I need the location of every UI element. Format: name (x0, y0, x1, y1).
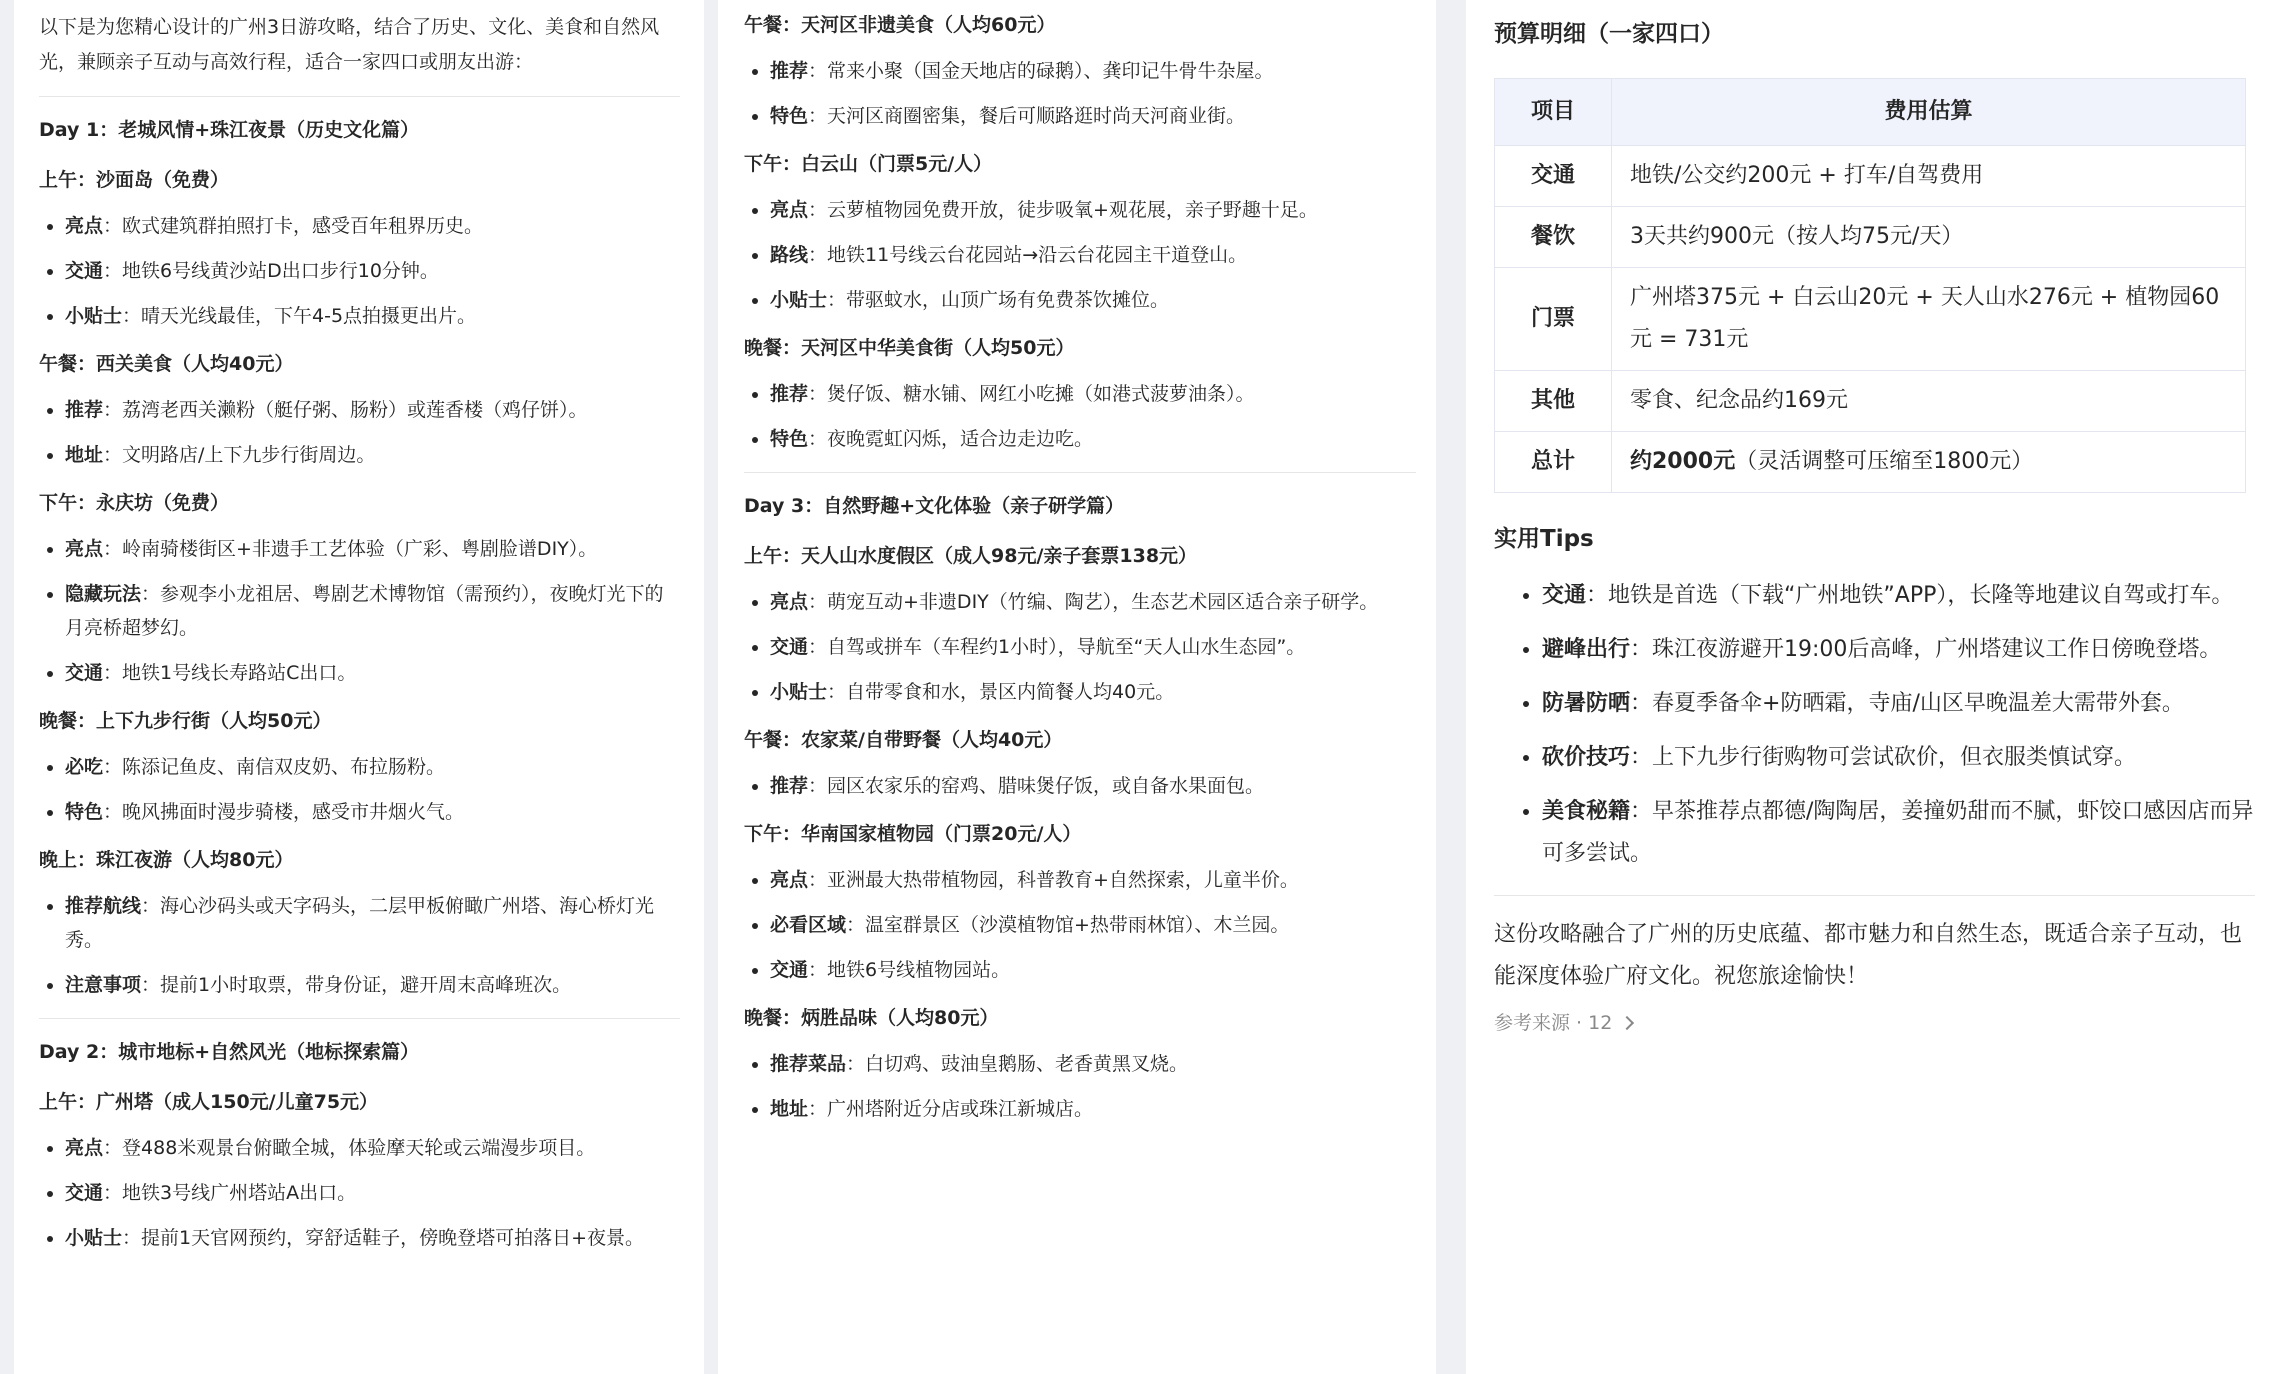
list-item-text: ：登488米观景台俯瞰全城，体验摩天轮或云端漫步项目。 (103, 1137, 596, 1159)
list-item-key: 交通 (65, 1182, 104, 1204)
closing-paragraph: 这份攻略融合了广州的历史底蕴、都市魅力和自然生态，既适合亲子互动，也能深度体验广府文化。祝您旅途愉快！ (1494, 922, 2243, 989)
budget-cost-cell (1612, 207, 2246, 268)
list-item (65, 1131, 680, 1165)
intro-paragraph: 以下是为您精心设计的广州3日游攻略，结合了历史、文化、美食和自然风光，兼顾亲子互动与高效行程，适合一家四口或朋友出游： (39, 16, 660, 73)
table-row (1495, 371, 2246, 432)
list-item-key: 地址 (770, 1098, 809, 1120)
list-item (770, 1047, 1416, 1081)
budget-item-cell: 门票 (1495, 268, 1612, 371)
table-row (1495, 268, 2246, 371)
list-item-key: 特色 (770, 105, 809, 127)
bullet-list (744, 769, 1416, 803)
list-item-key: 小贴士 (770, 681, 828, 703)
section-heading: 下午：华南国家植物园（门票20元/人） (744, 823, 1082, 845)
list-item-text: ：地铁1号线长寿路站C出口。 (103, 662, 357, 684)
list-item (770, 99, 1416, 133)
list-item-key: 防暑防晒 (1542, 691, 1631, 716)
budget-heading: 预算明细（一家四口） (1494, 21, 1724, 47)
list-item (65, 656, 680, 690)
list-item-key: 必看区域 (770, 914, 847, 936)
list-item (770, 193, 1416, 227)
answer-column-1 (14, 0, 704, 1374)
list-item-key: 推荐航线 (65, 895, 142, 917)
day-3-heading: Day 3：自然野趣+文化体验（亲子研学篇） (744, 495, 1125, 517)
section-heading: 下午：永庆坊（免费） (39, 492, 230, 514)
bullet-list (39, 532, 680, 690)
list-item-key: 推荐菜品 (770, 1053, 847, 1075)
budget-cost-cell (1612, 432, 2246, 493)
list-item-text: ：园区农家乐的窑鸡、腊味煲仔饭，或自备水果面包。 (808, 775, 1265, 797)
list-item-text: ：欧式建筑群拍照打卡，感受百年租界历史。 (103, 215, 484, 237)
list-item-key: 小贴士 (770, 289, 828, 311)
list-item-text: ：地铁6号线黄沙站D出口步行10分钟。 (103, 260, 439, 282)
divider (1494, 895, 2255, 896)
list-item-key: 亮点 (770, 869, 809, 891)
divider (744, 472, 1416, 473)
list-item-text: ：早茶推荐点都德/陶陶居，姜撞奶甜而不腻，虾饺口感因店而异可多尝试。 (1542, 799, 2254, 866)
list-item (770, 630, 1416, 664)
list-item-text: ：自驾或拼车（车程约1小时），导航至“天人山水生态园”。 (808, 636, 1306, 658)
budget-item-cell: 总计 (1495, 432, 1612, 493)
bullet-list (39, 889, 680, 1002)
bullet-list (744, 193, 1416, 317)
list-item-text: ：常来小聚（国金天地店的碌鹅）、龚印记牛骨牛杂屋。 (808, 60, 1274, 82)
budget-item-cell: 餐饮 (1495, 207, 1612, 268)
list-item-key: 推荐 (770, 383, 809, 405)
bullet-list (744, 585, 1416, 709)
list-item-key: 交通 (65, 260, 104, 282)
answer-column-3 (1466, 0, 2271, 1374)
references-label: 参考来源 · 12 (1494, 1012, 1613, 1034)
budget-cost-cell (1612, 371, 2246, 432)
list-item (770, 769, 1416, 803)
budget-table (1494, 78, 2246, 493)
divider (39, 96, 680, 97)
list-item-key: 砍价技巧 (1542, 745, 1631, 770)
section-heading: 下午：白云山（门票5元/人） (744, 153, 993, 175)
list-item-text: ：提前1小时取票，带身份证，避开周末高峰班次。 (141, 974, 572, 996)
list-item-key: 亮点 (770, 591, 809, 613)
list-item-text: ：煲仔饭、糖水铺、网红小吃摊（如港式菠萝油条）。 (808, 383, 1255, 405)
bullet-list (39, 393, 680, 472)
list-item-key: 注意事项 (65, 974, 142, 996)
list-item (65, 299, 680, 333)
divider (39, 1018, 680, 1019)
answer-column-2 (718, 0, 1436, 1374)
list-item-key: 亮点 (65, 538, 104, 560)
list-item-key: 特色 (770, 428, 809, 450)
section-heading: 午餐：农家菜/自带野餐（人均40元） (744, 729, 1063, 751)
bullet-list (744, 54, 1416, 133)
list-item-key: 必吃 (65, 756, 104, 778)
list-item-text: ：提前1天官网预约，穿舒适鞋子，傍晚登塔可拍落日+夜景。 (122, 1227, 645, 1249)
section-heading: 上午：天人山水度假区（成人98元/亲子套票138元） (744, 545, 1198, 567)
budget-cost-text: （灵活调整可压缩至1800元） (1735, 449, 2034, 474)
list-item-text: ：亚洲最大热带植物园，科普教育+自然探索，儿童半价。 (808, 869, 1299, 891)
list-item-text: ：萌宠互动+非遗DIY（竹编、陶艺），生态艺术园区适合亲子研学。 (808, 591, 1379, 613)
list-item (770, 675, 1416, 709)
budget-cost-strong: 约2000元 (1630, 449, 1736, 474)
list-item-text: ：广州塔附近分店或珠江新城店。 (808, 1098, 1094, 1120)
budget-item-cell: 交通 (1495, 146, 1612, 207)
list-item-text: ：白切鸡、豉油皇鹅肠、老香黄黑叉烧。 (846, 1053, 1189, 1075)
budget-cost-text: 地铁/公交约200元 + 打车/自驾费用 (1630, 163, 1984, 188)
list-item-key: 隐藏玩法 (65, 583, 142, 605)
list-item (1542, 737, 2255, 779)
list-item (770, 953, 1416, 987)
section-heading: 晚餐：上下九步行街（人均50元） (39, 710, 332, 732)
tips-list (1494, 575, 2255, 875)
list-item (770, 283, 1416, 317)
list-item-key: 交通 (770, 959, 809, 981)
list-item-text: ：上下九步行街购物可尝试砍价，但衣服类慎试穿。 (1630, 745, 2137, 770)
list-item (770, 1092, 1416, 1126)
list-item-key: 亮点 (770, 199, 809, 221)
list-item-key: 地址 (65, 444, 104, 466)
list-item-text: ：地铁11号线云台花园站→沿云台花园主干道登山。 (808, 244, 1248, 266)
list-item-key: 交通 (1542, 583, 1587, 608)
list-item (1542, 791, 2255, 875)
list-item (65, 438, 680, 472)
bullet-list (744, 377, 1416, 456)
column-header-item: 项目 (1495, 79, 1612, 146)
list-item-text: ：云萝植物园免费开放，徒步吸氧+观花展，亲子野趣十足。 (808, 199, 1318, 221)
list-item-key: 推荐 (770, 775, 809, 797)
table-row (1495, 207, 2246, 268)
list-item (1542, 683, 2255, 725)
list-item (65, 968, 680, 1002)
section-heading: 晚餐：炳胜品味（人均80元） (744, 1007, 999, 1029)
day-2-heading: Day 2：城市地标+自然风光（地标探索篇） (39, 1041, 420, 1063)
table-row (1495, 432, 2246, 493)
budget-item-cell: 其他 (1495, 371, 1612, 432)
list-item (65, 254, 680, 288)
section-heading: 午餐：西关美食（人均40元） (39, 353, 294, 375)
budget-cost-text: 广州塔375元 + 白云山20元 + 天人山水276元 + 植物园60元 = 731元 (1630, 285, 2220, 352)
list-item-text: ：珠江夜游避开19:00后高峰，广州塔建议工作日傍晚登塔。 (1630, 637, 2222, 662)
list-item (770, 422, 1416, 456)
list-item-text: ：带驱蚊水，山顶广场有免费茶饮摊位。 (827, 289, 1170, 311)
list-item (1542, 629, 2255, 671)
list-item (65, 532, 680, 566)
budget-cost-cell (1612, 268, 2246, 371)
bullet-list (39, 209, 680, 333)
chevron-right-icon (1620, 1016, 1634, 1030)
list-item (65, 795, 680, 829)
list-item-key: 小贴士 (65, 1227, 123, 1249)
list-item-text: ：地铁3号线广州塔站A出口。 (103, 1182, 357, 1204)
list-item-text: ：晴天光线最佳，下午4-5点拍摄更出片。 (122, 305, 477, 327)
list-item-key: 小贴士 (65, 305, 123, 327)
list-item-text: ：地铁是首选（下载“广州地铁”APP），长隆等地建议自驾或打车。 (1586, 583, 2234, 608)
list-item-key: 避峰出行 (1542, 637, 1631, 662)
list-item-key: 推荐 (770, 60, 809, 82)
list-item (770, 54, 1416, 88)
bullet-list (39, 750, 680, 829)
list-item-text: ：海心沙码头或天字码头，二层甲板俯瞰广州塔、海心桥灯光秀。 (65, 895, 655, 951)
budget-cost-text: 零食、纪念品约169元 (1630, 388, 1848, 413)
list-item-text: ：天河区商圈密集，餐后可顺路逛时尚天河商业街。 (808, 105, 1246, 127)
list-item-text: ：地铁6号线植物园站。 (808, 959, 1011, 981)
list-item-text: ：温室群景区（沙漠植物馆+热带雨林馆）、木兰园。 (846, 914, 1290, 936)
list-item (770, 585, 1416, 619)
list-item-key: 推荐 (65, 399, 104, 421)
bullet-list (744, 863, 1416, 987)
section-heading: 上午：沙面岛（免费） (39, 169, 230, 191)
list-item-key: 亮点 (65, 215, 104, 237)
list-item-text: ：参观李小龙祖居、粤剧艺术博物馆（需预约），夜晚灯光下的月亮桥超梦幻。 (65, 583, 664, 639)
list-item-text: ：文明路店/上下九步行街周边。 (103, 444, 376, 466)
section-heading: 上午：广州塔（成人150元/儿童75元） (39, 1091, 379, 1113)
list-item-text: ：荔湾老西关濑粉（艇仔粥、肠粉）或莲香楼（鸡仔饼）。 (103, 399, 588, 421)
list-item-key: 交通 (65, 662, 104, 684)
section-heading: 晚上：珠江夜游（人均80元） (39, 849, 294, 871)
list-item-key: 交通 (770, 636, 809, 658)
tips-heading: 实用Tips (1494, 526, 1594, 552)
list-item (65, 750, 680, 784)
list-item (770, 863, 1416, 897)
list-item (65, 889, 680, 957)
list-item (1542, 575, 2255, 617)
section-heading: 晚餐：天河区中华美食街（人均50元） (744, 337, 1075, 359)
table-body (1495, 146, 2246, 493)
table-row (1495, 146, 2246, 207)
bullet-list (39, 1131, 680, 1255)
list-item-key: 美食秘籍 (1542, 799, 1631, 824)
list-item-text: ：夜晚霓虹闪烁，适合边走边吃。 (808, 428, 1094, 450)
bullet-list (744, 1047, 1416, 1126)
list-item (770, 238, 1416, 272)
column-header-cost: 费用估算 (1612, 79, 2246, 146)
list-item (65, 209, 680, 243)
list-item-key: 亮点 (65, 1137, 104, 1159)
list-item (65, 1176, 680, 1210)
list-item-key: 路线 (770, 244, 809, 266)
list-item-text: ：陈添记鱼皮、南信双皮奶、布拉肠粉。 (103, 756, 446, 778)
budget-cost-cell (1612, 146, 2246, 207)
list-item-text: ：岭南骑楼街区+非遗手工艺体验（广彩、粤剧脸谱DIY）。 (103, 538, 598, 560)
section-heading: 午餐：天河区非遗美食（人均60元） (744, 14, 1056, 36)
list-item (65, 1221, 680, 1255)
list-item-text: ：自带零食和水，景区内简餐人均40元。 (827, 681, 1175, 703)
table-header-row (1495, 79, 2246, 146)
list-item-text: ：春夏季备伞+防晒霜，寺庙/山区早晚温差大需带外套。 (1630, 691, 2184, 716)
list-item (770, 377, 1416, 411)
list-item-text: ：晚风拂面时漫步骑楼，感受市井烟火气。 (103, 801, 465, 823)
budget-cost-text: 3天共约900元（按人均75元/天） (1630, 224, 1964, 249)
references-link[interactable] (1494, 1008, 1632, 1038)
list-item (65, 393, 680, 427)
list-item (770, 908, 1416, 942)
list-item-key: 特色 (65, 801, 104, 823)
day-1-heading: Day 1：老城风情+珠江夜景（历史文化篇） (39, 119, 420, 141)
list-item (65, 577, 680, 645)
